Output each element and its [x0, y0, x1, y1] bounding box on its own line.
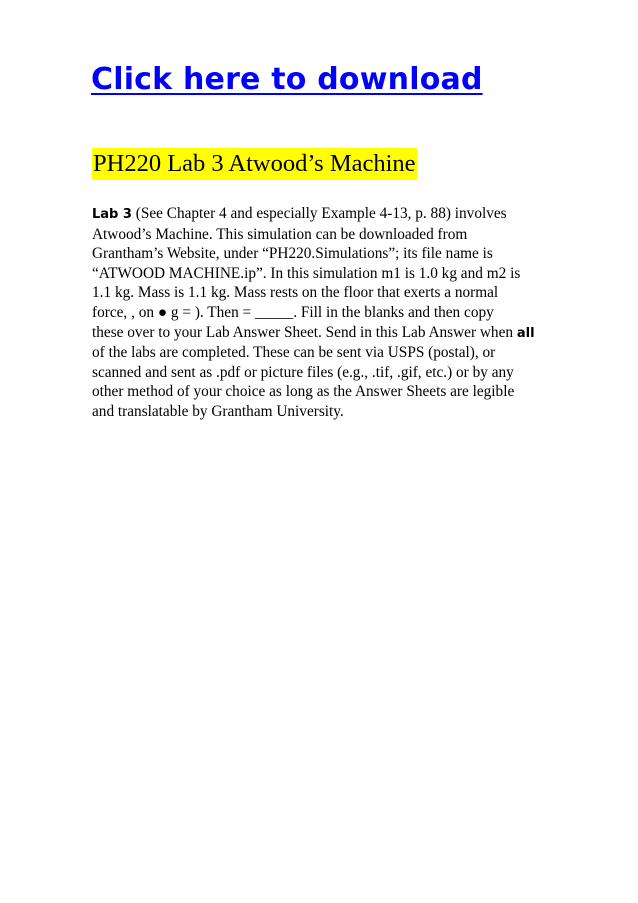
body-line: scanned and sent as .pdf or picture files (e.g., .tif, .gif, etc.) or by any [92, 363, 514, 381]
body-line: Grantham’s Website, under “PH220.Simulations”; its file name is [92, 245, 493, 263]
body-line: of the labs are completed. These can be sent via USPS (postal), or [92, 344, 496, 362]
download-link[interactable]: Click here to download [91, 62, 483, 97]
document-title: PH220 Lab 3 Atwood’s Machine [92, 148, 417, 180]
body-line: 1.1 kg. Mass is 1.1 kg. Mass rests on the floor that exerts a normal [92, 284, 499, 302]
all-emphasis: all [516, 325, 535, 341]
body-line: other method of your choice as long as the Answer Sheets are legible [92, 383, 515, 401]
body-line: force, , on ● g = ). Then = _____. Fill in the blanks and then copy [92, 303, 494, 321]
body-line [92, 204, 602, 225]
body-line [92, 323, 602, 344]
document-body [92, 204, 602, 422]
lab-label: Lab 3 [92, 207, 132, 222]
body-line: “ATWOOD MACHINE.ip”. In this simulation m1 is 1.0 kg and m2 is [92, 264, 521, 282]
body-line-text: these over to your Lab Answer Sheet. Send in this Lab Answer when [92, 323, 517, 341]
body-line: and translatable by Grantham University. [92, 402, 344, 420]
body-line: Atwood’s Machine. This simulation can be downloaded from [92, 225, 468, 243]
body-line-text: (See Chapter 4 and especially Example 4-13, p. 88) involves [131, 205, 507, 222]
